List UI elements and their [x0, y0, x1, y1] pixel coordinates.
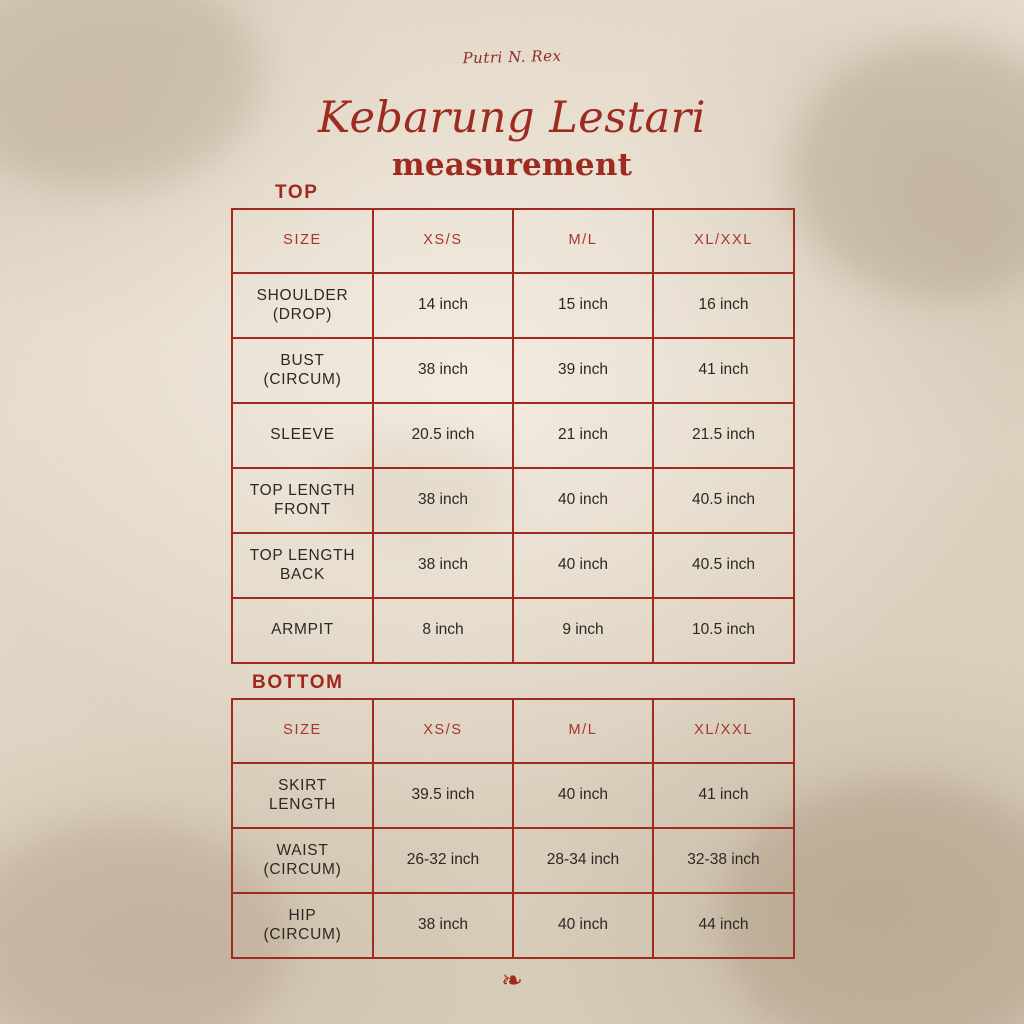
column-header-xs-s: XS/S: [373, 699, 513, 763]
row-label: BUST (CIRCUM): [232, 338, 373, 403]
row-value: 21.5 inch: [653, 403, 794, 468]
column-header-size: SIZE: [232, 699, 373, 763]
table-row: [232, 403, 794, 468]
row-label: WAIST (CIRCUM): [232, 828, 373, 893]
row-value: 40 inch: [513, 468, 653, 533]
row-value: 8 inch: [373, 598, 513, 663]
row-label: SLEEVE: [232, 403, 373, 468]
row-value: 40 inch: [513, 763, 653, 828]
size-table-top: [231, 208, 795, 664]
row-value: 20.5 inch: [373, 403, 513, 468]
row-value: 32-38 inch: [653, 828, 794, 893]
row-value: 38 inch: [373, 338, 513, 403]
table-row: [232, 893, 794, 958]
row-value: 44 inch: [653, 893, 794, 958]
column-header-xs-s: XS/S: [373, 209, 513, 273]
column-header-xl-xxl: XL/XXL: [653, 699, 794, 763]
row-value: 40 inch: [513, 893, 653, 958]
row-value: 40.5 inch: [653, 468, 794, 533]
section-heading-bottom: BOTTOM: [252, 672, 344, 693]
brand-signature: Putri N. Rex: [462, 46, 562, 68]
table-row: [232, 468, 794, 533]
row-value: 40.5 inch: [653, 533, 794, 598]
table-row: [232, 763, 794, 828]
size-table-bottom: [231, 698, 795, 959]
row-value: 28-34 inch: [513, 828, 653, 893]
row-label: TOP LENGTH BACK: [232, 533, 373, 598]
row-value: 21 inch: [513, 403, 653, 468]
column-header-size: SIZE: [232, 209, 373, 273]
table-row: [232, 338, 794, 403]
column-header-xl-xxl: XL/XXL: [653, 209, 794, 273]
row-value: 15 inch: [513, 273, 653, 338]
table-row: [232, 273, 794, 338]
title-script: Kebarung Lestari: [317, 93, 706, 143]
table-header-row: [232, 209, 794, 273]
row-value: 39 inch: [513, 338, 653, 403]
row-label: SHOULDER (DROP): [232, 273, 373, 338]
table-row: [232, 533, 794, 598]
row-value: 38 inch: [373, 533, 513, 598]
table-row: [232, 828, 794, 893]
row-label: HIP (CIRCUM): [232, 893, 373, 958]
table-row: [232, 598, 794, 663]
page-title: [0, 93, 1024, 184]
row-value: 41 inch: [653, 763, 794, 828]
section-heading-top: TOP: [275, 182, 319, 203]
row-value: 38 inch: [373, 468, 513, 533]
table-header-row: [232, 699, 794, 763]
column-header-m-l: M/L: [513, 699, 653, 763]
row-value: 26-32 inch: [373, 828, 513, 893]
row-value: 10.5 inch: [653, 598, 794, 663]
row-label: TOP LENGTH FRONT: [232, 468, 373, 533]
row-value: 38 inch: [373, 893, 513, 958]
row-value: 41 inch: [653, 338, 794, 403]
row-value: 14 inch: [373, 273, 513, 338]
row-label: ARMPIT: [232, 598, 373, 663]
row-value: 40 inch: [513, 533, 653, 598]
column-header-m-l: M/L: [513, 209, 653, 273]
row-value: 9 inch: [513, 598, 653, 663]
row-value: 16 inch: [653, 273, 794, 338]
row-label: SKIRT LENGTH: [232, 763, 373, 828]
brand-logo-icon: ❧: [501, 966, 523, 996]
row-value: 39.5 inch: [373, 763, 513, 828]
title-subtitle: measurement: [391, 147, 633, 184]
